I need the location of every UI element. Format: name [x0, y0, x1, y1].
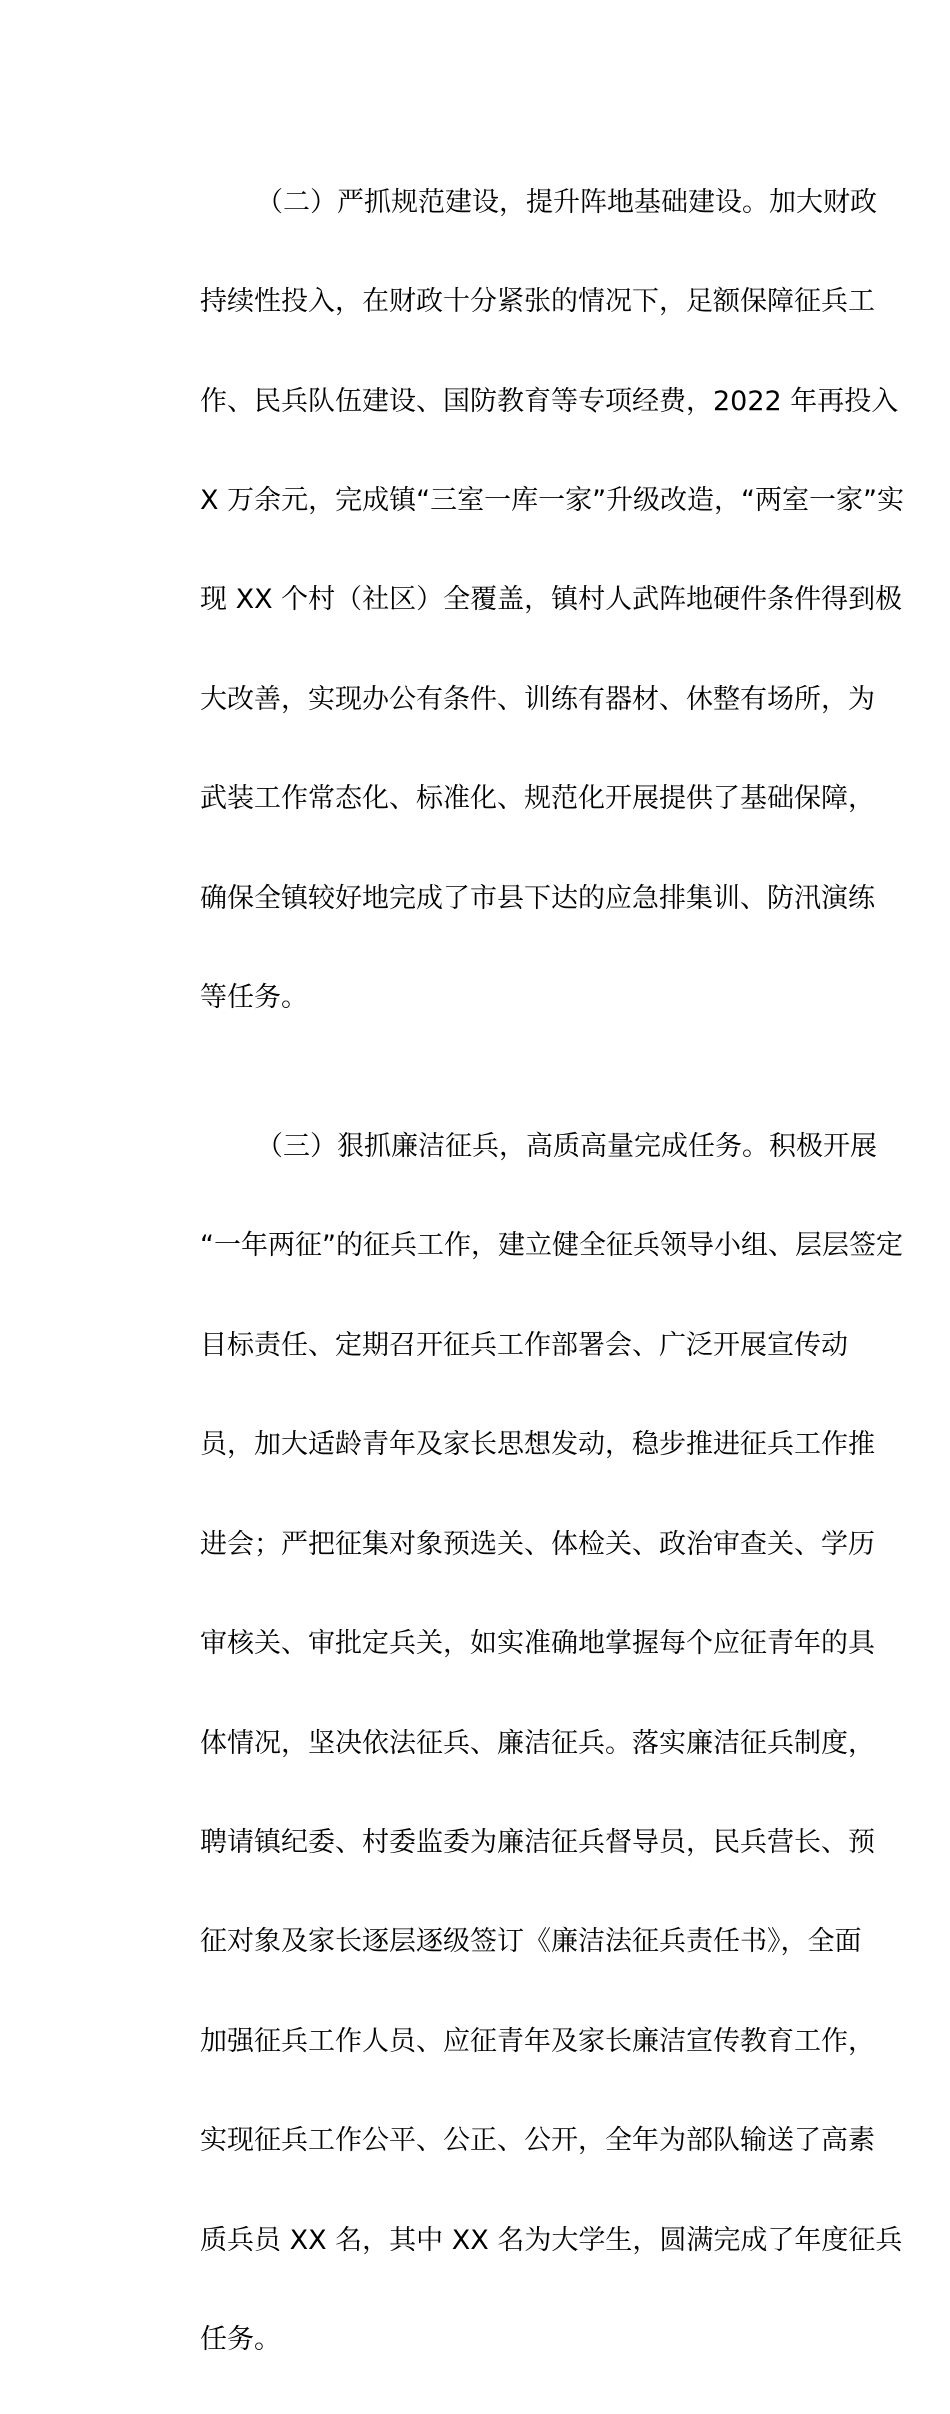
- text-line: 现 XX 个村（社区）全覆盖，镇村人武阵地硬件条件得到极: [200, 584, 903, 616]
- paragraph-2: [144, 128, 905, 1072]
- document-body: [144, 128, 905, 2414]
- text-line: “一年两征”的征兵工作，建立健全征兵领导小组、层层签定: [200, 1230, 903, 1262]
- text-line: 聘请镇纪委、村委监委为廉洁征兵督导员，民兵营长、预: [200, 1826, 875, 1858]
- text-line: 武装工作常态化、标准化、规范化开展提供了基础保障，: [200, 783, 875, 815]
- text-line: 确保全镇较好地完成了市县下达的应急排集训、防汛演练: [200, 882, 875, 914]
- text-line: 员，加大适龄青年及家长思想发动，稳步推进征兵工作推: [200, 1429, 875, 1461]
- paragraph-3: [144, 1072, 903, 2414]
- text-line: 任务。: [200, 2323, 281, 2355]
- text-line: （三）狠抓廉洁征兵，高质高量完成任务。积极开展: [256, 1131, 877, 1163]
- text-line: 进会；严把征集对象预选关、体检关、政治审查关、学历: [200, 1528, 875, 1560]
- text-line: 实现征兵工作公平、公正、公开，全年为部队输送了高素: [200, 2125, 875, 2157]
- text-line: 审核关、审批定兵关，如实准确地掌握每个应征青年的具: [200, 1628, 875, 1660]
- text-line: （二）严抓规范建设，提升阵地基础建设。加大财政: [256, 186, 877, 218]
- text-line: 大改善，实现办公有条件、训练有器材、休整有场所，为: [200, 683, 875, 715]
- text-line: 作、民兵队伍建设、国防教育等专项经费，2022 年再投入: [200, 385, 899, 417]
- text-line: 加强征兵工作人员、应征青年及家长廉洁宣传教育工作，: [200, 2025, 875, 2057]
- text-line: 持续性投入，在财政十分紧张的情况下，足额保障征兵工: [200, 286, 875, 318]
- text-line: 质兵员 XX 名，其中 XX 名为大学生，圆满完成了年度征兵: [200, 2224, 903, 2256]
- text-line: 目标责任、定期召开征兵工作部署会、广泛开展宣传动: [200, 1329, 848, 1361]
- text-line: 体情况，坚决依法征兵、廉洁征兵。落实廉洁征兵制度，: [200, 1727, 875, 1759]
- text-line: 等任务。: [200, 981, 308, 1013]
- text-line: X 万余元，完成镇“三室一库一家”升级改造，“两室一家”实: [200, 484, 905, 516]
- text-line: 征对象及家长逐层逐级签订《廉洁法征兵责任书》，全面: [200, 1926, 862, 1958]
